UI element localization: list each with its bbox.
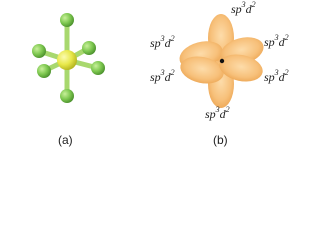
ligand-atom-lower-right xyxy=(91,61,105,75)
orbital-label-bottom: $sp^3d^2$ xyxy=(205,105,230,121)
panel-label-a: (a) xyxy=(58,133,73,147)
ligand-atom-upper-right xyxy=(82,41,96,55)
orbital-label-upper-right: $sp^3d^2$ xyxy=(264,33,289,49)
orbital-label-lower-left: $sp^3d^2$ xyxy=(150,68,175,84)
central-atom xyxy=(57,50,77,70)
orbital-label-top: $sp^3d^2$ xyxy=(231,0,256,16)
orbital-label-lower-right: $sp^3d^2$ xyxy=(264,68,289,84)
nucleus-dot xyxy=(220,59,224,63)
ligand-atom-bottom xyxy=(60,89,74,103)
ligand-atom-lower-left xyxy=(37,64,51,78)
panel-label-b: (b) xyxy=(213,133,228,147)
ligand-atom-top xyxy=(60,13,74,27)
ligand-atom-upper-left xyxy=(32,44,46,58)
orbital-label-upper-left: $sp^3d^2$ xyxy=(150,34,175,50)
